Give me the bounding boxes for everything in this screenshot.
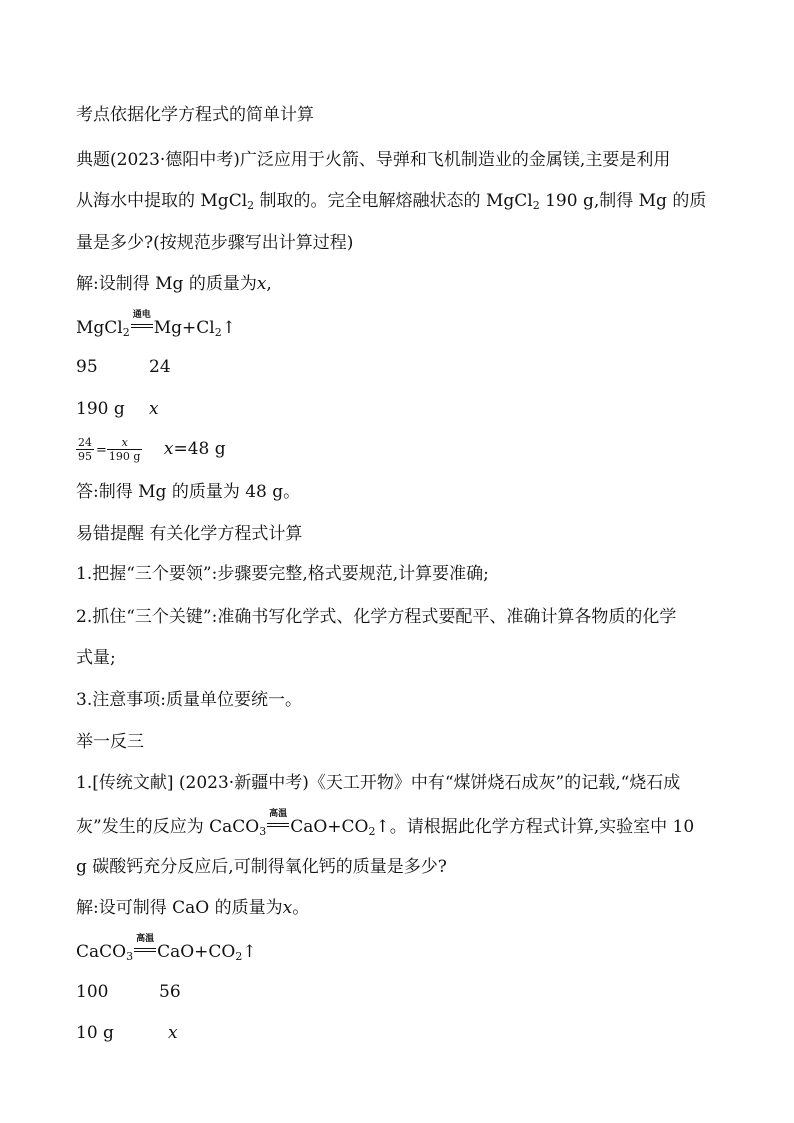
example-question-line1: 典题(2023·德阳中考)广泛应用于火箭、导弹和飞机制造业的金属镁,主要是利用 — [76, 150, 671, 170]
example-mass-row: 190 g x — [76, 399, 159, 419]
tip-item-3: 3.注意事项:质量单位要统一。 — [76, 690, 302, 710]
example-chemical-equation: MgCl$_2$ 通电 $Mg+Cl_2↑$ — [76, 310, 236, 339]
fraction-unknown: $\frac{x}{190 g}$ — [108, 436, 141, 463]
example-solution-setup: 解:设制得 Mg 的质量为x, — [76, 274, 272, 294]
tip-item-2: 2.抓住“三个关键”:准确书写化学式、化学方程式要配平、准确计算各物质的化学 — [76, 607, 677, 627]
practice-solution-setup: 解:设可制得 CaO 的质量为x。 — [76, 898, 310, 918]
tip-item-1: 1.把握“三个要领”:步骤要完整,格式要规范,计算要准确; — [76, 564, 489, 584]
practice-title: 举一反三 — [76, 732, 144, 752]
example-proportion: $\frac{24}{95}$ = $\frac{x}{190 g}$ x=48 g — [78, 436, 226, 463]
tip-item-2-continued: 式量; — [76, 648, 116, 668]
practice-chemical-equation: CaCO$_3$ 高温 $CaO+CO_2↑$ — [76, 934, 257, 963]
example-answer: 答:制得 Mg 的质量为 48 g。 — [76, 482, 301, 502]
practice-question-line2: 灰”发生的反应为 CaCO$_3$ 高温 $CaO+CO_2↑$。请根据此化学方程式计算,实验室中 10 — [76, 809, 695, 838]
practice-ratio-row: 100 56 — [76, 982, 181, 1002]
tips-title: 易错提醒 有关化学方程式计算 — [76, 524, 303, 544]
example-ratio-row: 95 24 — [76, 357, 171, 377]
example-question-line2: 从海水中提取的 MgCl$_2$ 制取的。完全电解熔融状态的 MgCl$_2$ 190 g,制得 Mg 的质 — [76, 191, 707, 212]
example-question-line3: 量是多少?(按规范步骤写出计算过程) — [76, 233, 354, 253]
practice-question-line1: 1.[传统文献] (2023·新疆中考)《天工开物》中有“煤饼烧石成灰”的记载,“烧石成 — [76, 773, 681, 793]
reaction-condition: 高温 — [266, 815, 290, 833]
fraction-mass-ratio: $\frac{24}{95}$ — [78, 436, 92, 463]
reaction-condition: 高温 — [133, 940, 157, 958]
reaction-condition: 通电 — [130, 316, 154, 334]
practice-question-line3: g 碳酸钙充分反应后,可制得氧化钙的质量是多少? — [76, 857, 447, 877]
section-title: 考点依据化学方程式的简单计算 — [76, 105, 314, 125]
practice-mass-row: 10 g x — [76, 1023, 178, 1043]
